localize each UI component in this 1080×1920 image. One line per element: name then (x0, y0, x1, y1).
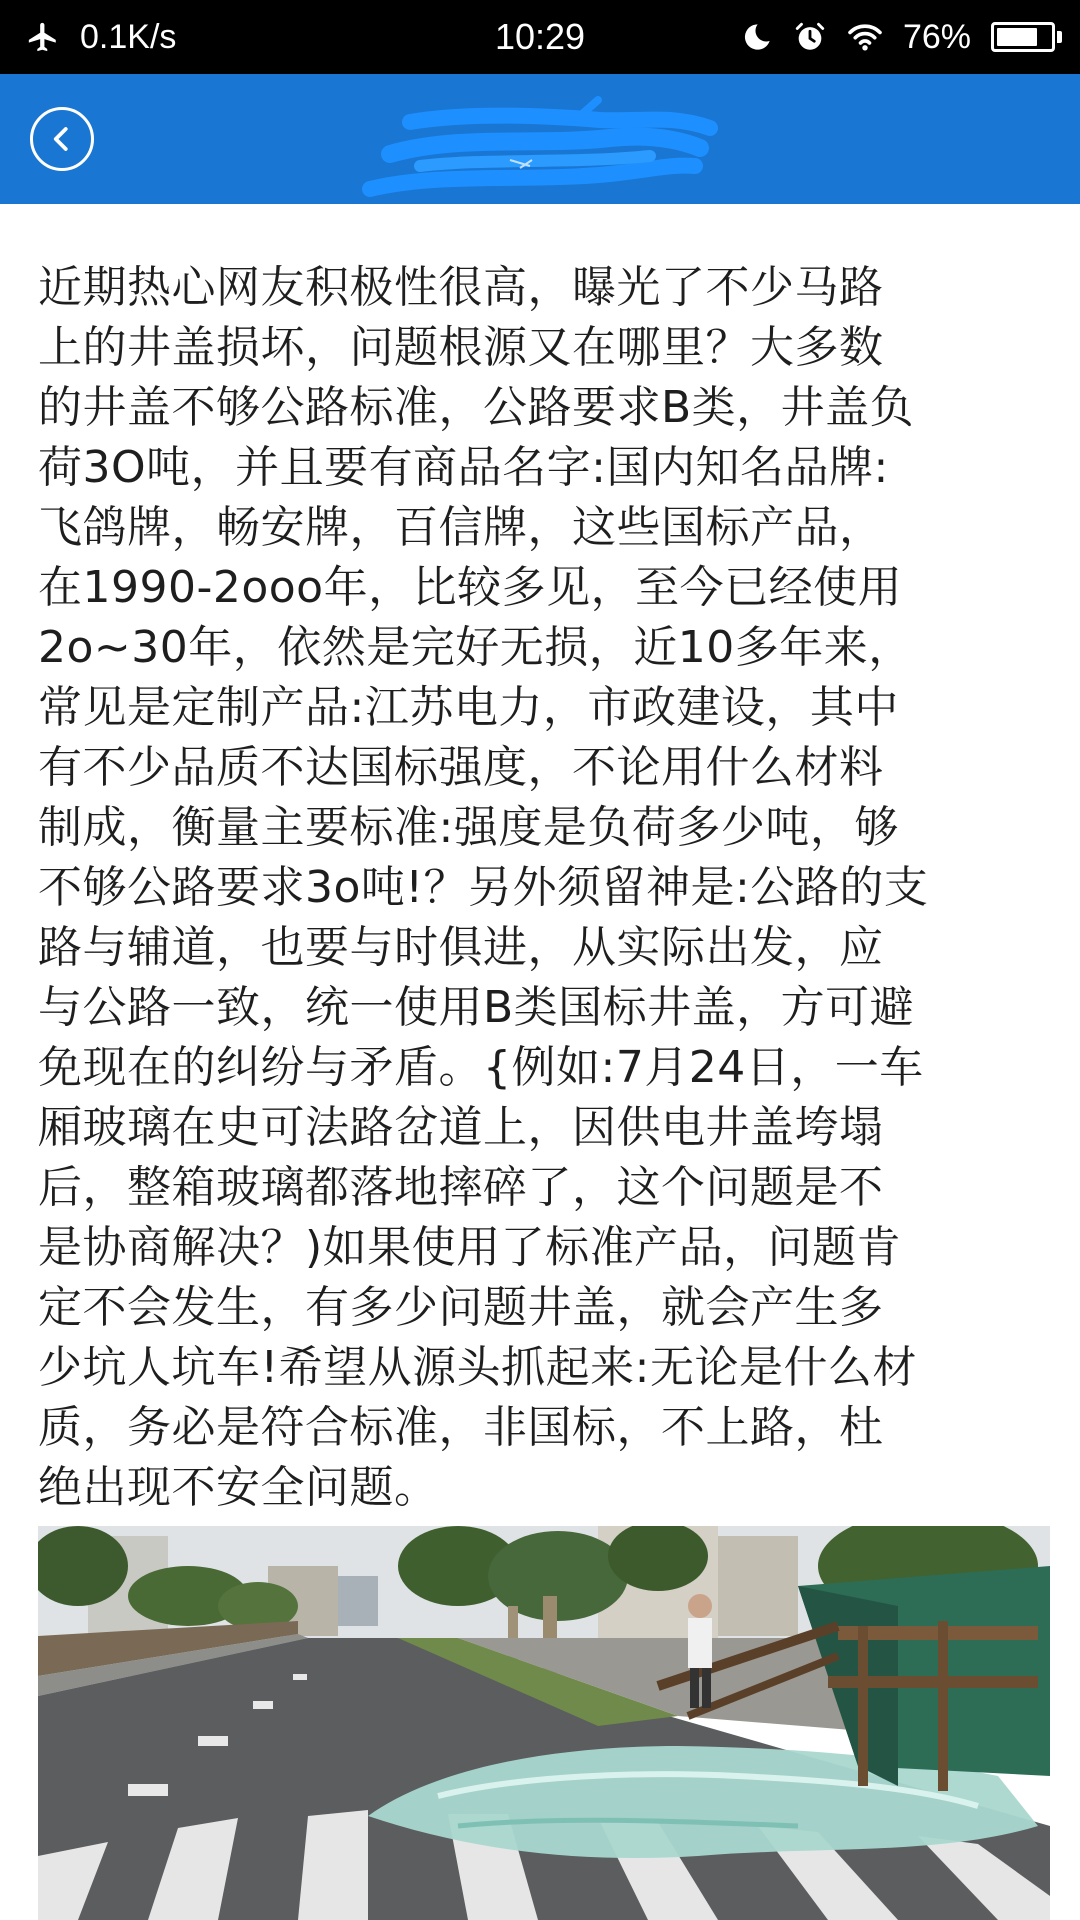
battery-level (997, 28, 1037, 46)
alarm-icon (793, 20, 827, 54)
article-body: 近期热心网友积极性很高，曝光了不少马路 上的井盖损坏，问题根源又在哪里？大多数 的井盖不够公路标准，公路要求B类，井盖负 荷3O吨，并且要有商品名字:国内知名品牌: 飞鸽牌，畅安牌，百信牌，这些国标产品， 在1990-2ooo年，比较多见，至今已经使用 2o~30年，依然是完好无损，近10多年来， 常见是定制产品:江苏电力，市政建设，其中 有不少品质不达国标强度，不论用什么材料 制成，衡量主要标准:强度是负荷多少吨，够 不够公路要求3o吨!？另外须留神是:公路的支 路与辅道，也要与时俱进，从实际出发，应 与公路一致，统一使用B类国标井盖，方可避 免现在的纠纷与矛盾。{例如:7月24日，一车 厢玻璃在史可法路岔道上，因供电井盖垮塌 后，整箱玻璃都落地摔碎了，这个问题是不 是协商解决？)如果使用了标准产品，问题肯 定不会发生，有多少问题井盖，就会产生多 少坑人坑车!希望从源头抓起来:无论是什么材 质，务必是符合标准，非国标，不上路，杜 绝出现不安全问题。 (38, 262, 929, 1513)
back-button[interactable] (30, 107, 94, 171)
street-with-broken-glass-photo[interactable] (38, 1526, 1050, 1920)
chevron-left-icon (47, 124, 77, 154)
battery-percent: 76% (902, 17, 971, 56)
moon-icon (741, 21, 773, 53)
app-header (0, 74, 1080, 204)
clock: 10:29 (494, 16, 586, 57)
wifi-icon (847, 21, 883, 53)
status-right (741, 0, 1062, 74)
battery-icon (991, 22, 1062, 52)
airplane-icon (26, 20, 60, 54)
status-left (26, 0, 176, 74)
network-speed: 0.1K/s (80, 17, 177, 56)
status-bar (0, 0, 1080, 74)
photo-illustration (38, 1526, 1050, 1920)
redacted-title-scribble (350, 94, 750, 204)
